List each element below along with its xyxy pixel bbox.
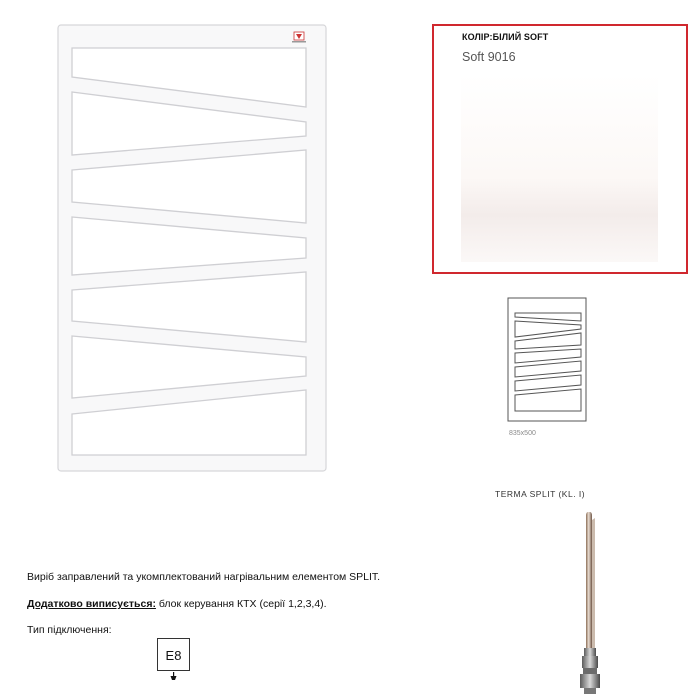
info-additional-value: блок керування КТХ (серії 1,2,3,4).	[155, 598, 327, 610]
color-swatch	[461, 74, 658, 262]
dimensions-label: 835x500	[509, 430, 536, 437]
heating-element-title: TERMA SPLIT (KL. I)	[495, 489, 586, 499]
radiator-image	[44, 15, 344, 475]
plug-icon	[169, 672, 178, 682]
connection-type-badge: E8	[157, 638, 190, 671]
info-additional	[27, 598, 327, 610]
color-panel	[432, 24, 688, 274]
color-code: Soft 9016	[462, 50, 516, 64]
color-title: КОЛІР:БІЛИЙ SOFT	[462, 32, 549, 42]
radiator-schematic	[507, 297, 587, 422]
heating-element-image	[568, 510, 612, 695]
info-included-element: Виріб заправлений та укомплектований нагрівальним елементом SPLIT.	[27, 571, 381, 583]
info-connection-label: Тип підключення:	[27, 624, 112, 636]
info-additional-label: Додатково виписується:	[27, 598, 156, 610]
